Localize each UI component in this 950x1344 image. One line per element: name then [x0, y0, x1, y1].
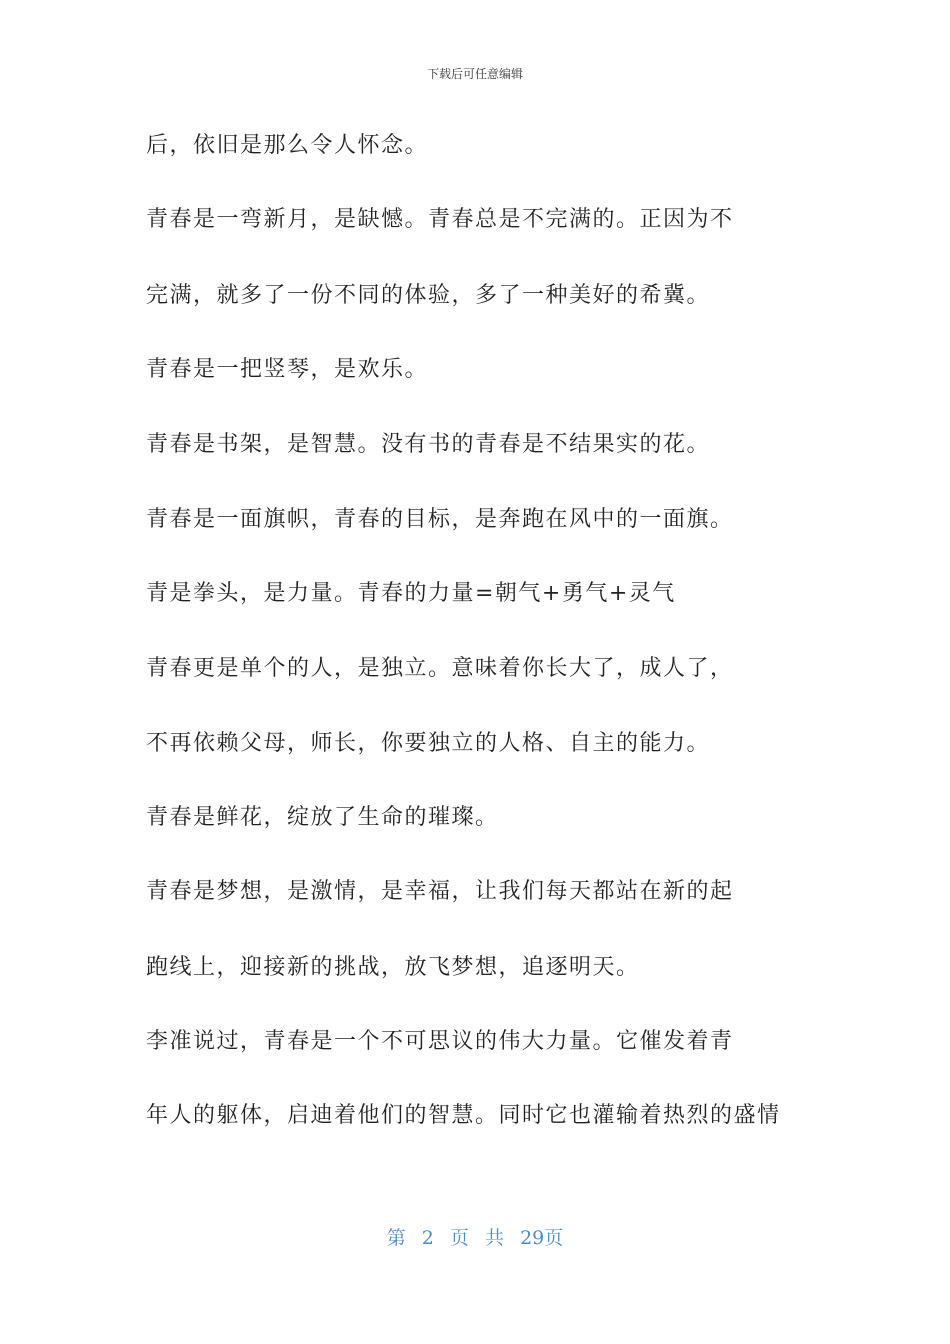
text-line-6: 青春是一面旗帜，青春的目标，是奔跑在风中的一面旗。 — [146, 507, 734, 532]
footer-label-ye: 页 — [449, 1227, 469, 1249]
footer-total-pages: 29页 — [520, 1227, 564, 1249]
text-line-8: 青春更是单个的人，是独立。意味着你长大了，成人了， — [146, 656, 734, 681]
text-line-4: 青春是一把竖琴，是欢乐。 — [146, 357, 429, 382]
text-line-13: 李准说过，青春是一个不可思议的伟大力量。它催发着青 — [146, 1029, 734, 1054]
text-line-10: 青春是鲜花，绽放了生命的璀璨。 — [146, 805, 499, 830]
text-line-3: 完满，就多了一份不同的体验，多了一种美好的希冀。 — [146, 283, 711, 308]
text-line-14: 年人的躯体，启迪着他们的智慧。同时它也灌输着热烈的盛情 — [146, 1103, 781, 1128]
footer-label-gong: 共 — [485, 1227, 505, 1249]
footer-page-number: 2 — [421, 1227, 434, 1249]
footer-label-di: 第 — [386, 1227, 406, 1249]
text-line-1: 后，依旧是那么令人怀念。 — [146, 133, 429, 158]
text-line-5: 青春是书架，是智慧。没有书的青春是不结果实的花。 — [146, 432, 711, 457]
page-footer — [0, 1225, 950, 1251]
text-line-2: 青春是一弯新月，是缺憾。青春总是不完满的。正因为不 — [146, 207, 734, 232]
page-header-note: 下载后可任意编辑 — [426, 67, 523, 81]
text-line-7: 青是拳头，是力量。青春的力量=朝气+勇气+灵气 — [146, 581, 676, 606]
text-line-9: 不再依赖父母，师长，你要独立的人格、自主的能力。 — [146, 731, 711, 756]
text-line-11: 青春是梦想，是激情，是幸福，让我们每天都站在新的起 — [146, 879, 734, 904]
text-line-12: 跑线上，迎接新的挑战，放飞梦想，追逐明天。 — [146, 955, 640, 980]
